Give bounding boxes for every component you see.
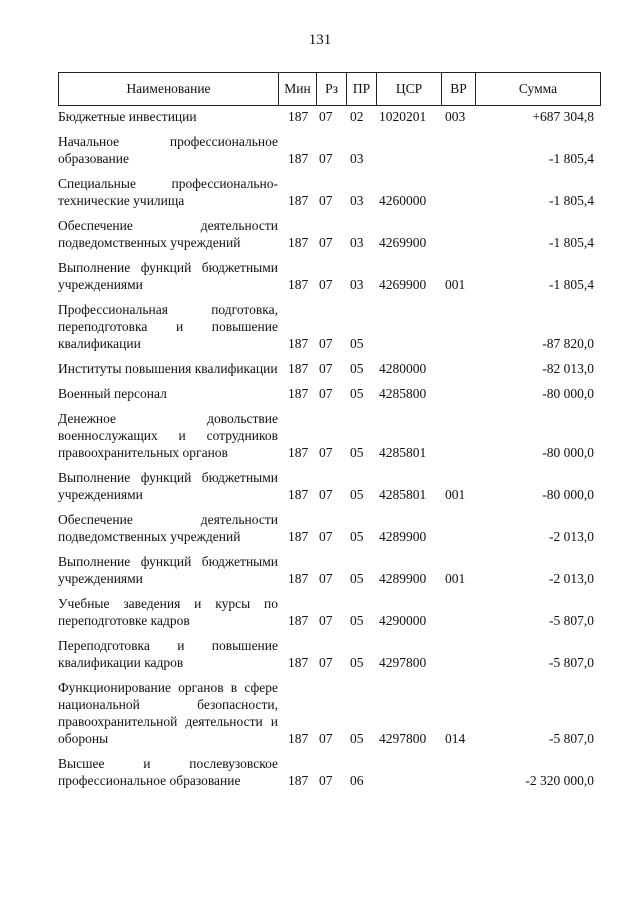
row-rz: 07: [319, 731, 333, 746]
header-min: Мин: [279, 73, 317, 106]
table-row: [58, 509, 600, 545]
table-row: [58, 467, 600, 503]
row-rz: 07: [319, 361, 333, 376]
row-name: Высшее и послевузовское профессиональное образование: [58, 756, 278, 788]
row-rz: 07: [319, 336, 333, 351]
row-csr: 4297800: [379, 731, 427, 746]
row-pr: 05: [350, 336, 364, 351]
row-sum: -5 807,0: [549, 613, 594, 628]
row-min: 187: [288, 613, 309, 628]
row-csr: 4269900: [379, 235, 427, 250]
table-row: [58, 408, 600, 461]
row-rz: 07: [319, 235, 333, 250]
row-csr: 4280000: [379, 361, 427, 376]
row-sum: -2 013,0: [549, 529, 594, 544]
row-csr: 4260000: [379, 193, 427, 208]
row-sum: -82 013,0: [542, 361, 594, 376]
row-min: 187: [288, 151, 309, 166]
row-name: Выполнение функций бюджетными учреждениями: [58, 260, 278, 292]
row-name: Обеспечение деятельности подведомственных учреждений: [58, 512, 278, 544]
page-number: 131: [308, 32, 332, 48]
table-row: [58, 635, 600, 671]
row-vr: [441, 207, 475, 209]
table-header: [58, 72, 601, 106]
row-name: Специальные профессионально-технические училища: [58, 176, 278, 208]
row-pr: 03: [350, 235, 364, 250]
row-sum: -87 820,0: [542, 336, 594, 351]
row-rz: 07: [319, 571, 333, 586]
table-row: [58, 131, 600, 167]
row-sum: -80 000,0: [542, 487, 594, 502]
row-sum: -1 805,4: [549, 235, 594, 250]
row-sum: -80 000,0: [542, 445, 594, 460]
row-pr: 05: [350, 529, 364, 544]
row-min: 187: [288, 445, 309, 460]
row-sum: +687 304,8: [532, 109, 594, 124]
row-csr: 4285800: [379, 386, 427, 401]
row-min: 187: [288, 487, 309, 502]
row-rz: 07: [319, 445, 333, 460]
row-min: 187: [288, 386, 309, 401]
table-row: [58, 257, 600, 293]
row-csr: [376, 787, 441, 789]
table-row: [58, 551, 600, 587]
row-min: 187: [288, 529, 309, 544]
row-min: 187: [288, 336, 309, 351]
row-min: 187: [288, 361, 309, 376]
row-pr: 05: [350, 386, 364, 401]
header-pr: ПР: [347, 73, 377, 106]
table-row: [58, 593, 600, 629]
row-sum: -5 807,0: [549, 655, 594, 670]
row-csr: [376, 165, 441, 167]
row-rz: 07: [319, 151, 333, 166]
row-pr: 03: [350, 151, 364, 166]
row-min: 187: [288, 277, 309, 292]
row-sum: -2 320 000,0: [525, 773, 594, 788]
header-csr: ЦСР: [377, 73, 442, 106]
row-pr: 05: [350, 445, 364, 460]
row-sum: -1 805,4: [549, 151, 594, 166]
table-row: [58, 106, 600, 125]
row-vr: [441, 350, 475, 352]
header-sum: Сумма: [476, 73, 601, 106]
row-min: 187: [288, 571, 309, 586]
row-name: Функционирование органов в сфере национальной безопасности, правоохранительной деятельности и обороны: [58, 680, 278, 746]
row-vr: [441, 165, 475, 167]
table-row: [58, 677, 600, 747]
row-vr: 001: [445, 571, 466, 586]
row-csr: 4297800: [379, 655, 427, 670]
row-sum: -5 807,0: [549, 731, 594, 746]
row-vr: [441, 787, 475, 789]
row-vr: [441, 669, 475, 671]
row-rz: 07: [319, 487, 333, 502]
row-pr: 05: [350, 361, 364, 376]
header-rz: Рз: [317, 73, 347, 106]
row-name: Переподготовка и повышение квалификации кадров: [58, 638, 278, 670]
row-name: Выполнение функций бюджетными учреждениями: [58, 554, 278, 586]
row-name: Начальное профессиональное образование: [58, 134, 278, 166]
row-pr: 05: [350, 731, 364, 746]
row-csr: 4269900: [379, 277, 427, 292]
row-vr: [441, 375, 475, 377]
budget-table-body: [58, 106, 600, 789]
row-name: Обеспечение деятельности подведомственных учреждений: [58, 218, 278, 250]
row-rz: 07: [319, 529, 333, 544]
row-csr: 4289900: [379, 529, 427, 544]
row-name: Институты повышения квалификации: [58, 361, 278, 376]
table-row: [58, 299, 600, 352]
row-pr: 05: [350, 571, 364, 586]
row-pr: 03: [350, 277, 364, 292]
row-name: Учебные заведения и курсы по переподготовке кадров: [58, 596, 278, 628]
row-rz: 07: [319, 109, 333, 124]
row-min: 187: [288, 655, 309, 670]
row-rz: 07: [319, 655, 333, 670]
row-pr: 05: [350, 655, 364, 670]
row-min: 187: [288, 193, 309, 208]
row-name: Военный персонал: [58, 386, 167, 401]
row-min: 187: [288, 773, 309, 788]
header-name: Наименование: [59, 73, 279, 106]
row-vr: [441, 400, 475, 402]
row-vr: 001: [445, 487, 466, 502]
row-min: 187: [288, 731, 309, 746]
row-rz: 07: [319, 277, 333, 292]
row-vr: [441, 543, 475, 545]
table-row: [58, 215, 600, 251]
row-vr: [441, 459, 475, 461]
row-sum: -1 805,4: [549, 193, 594, 208]
table-row: [58, 358, 600, 377]
row-csr: [376, 350, 441, 352]
row-vr: 001: [445, 277, 466, 292]
row-sum: -2 013,0: [549, 571, 594, 586]
table-row: [58, 753, 600, 789]
row-min: 187: [288, 109, 309, 124]
row-pr: 06: [350, 773, 364, 788]
row-csr: 1020201: [379, 109, 427, 124]
row-csr: 4285801: [379, 487, 427, 502]
row-rz: 07: [319, 773, 333, 788]
row-csr: 4289900: [379, 571, 427, 586]
header-vr: ВР: [442, 73, 476, 106]
row-csr: 4285801: [379, 445, 427, 460]
row-rz: 07: [319, 613, 333, 628]
row-vr: 003: [445, 109, 466, 124]
row-rz: 07: [319, 193, 333, 208]
table-row: [58, 383, 600, 402]
row-rz: 07: [319, 386, 333, 401]
row-vr: [441, 627, 475, 629]
row-sum: -80 000,0: [542, 386, 594, 401]
row-sum: -1 805,4: [549, 277, 594, 292]
row-name: Выполнение функций бюджетными учреждениями: [58, 470, 278, 502]
row-pr: 03: [350, 193, 364, 208]
row-csr: 4290000: [379, 613, 427, 628]
row-name: Денежное довольствие военнослужащих и сотрудников правоохранительных органов: [58, 411, 278, 460]
table-row: [58, 173, 600, 209]
row-vr: [441, 249, 475, 251]
row-min: 187: [288, 235, 309, 250]
row-name: Бюджетные инвестиции: [58, 109, 197, 124]
row-pr: 02: [350, 109, 364, 124]
row-vr: 014: [445, 731, 466, 746]
row-pr: 05: [350, 487, 364, 502]
row-name: Профессиональная подготовка, переподготовка и повышение квалификации: [58, 302, 278, 351]
row-pr: 05: [350, 613, 364, 628]
